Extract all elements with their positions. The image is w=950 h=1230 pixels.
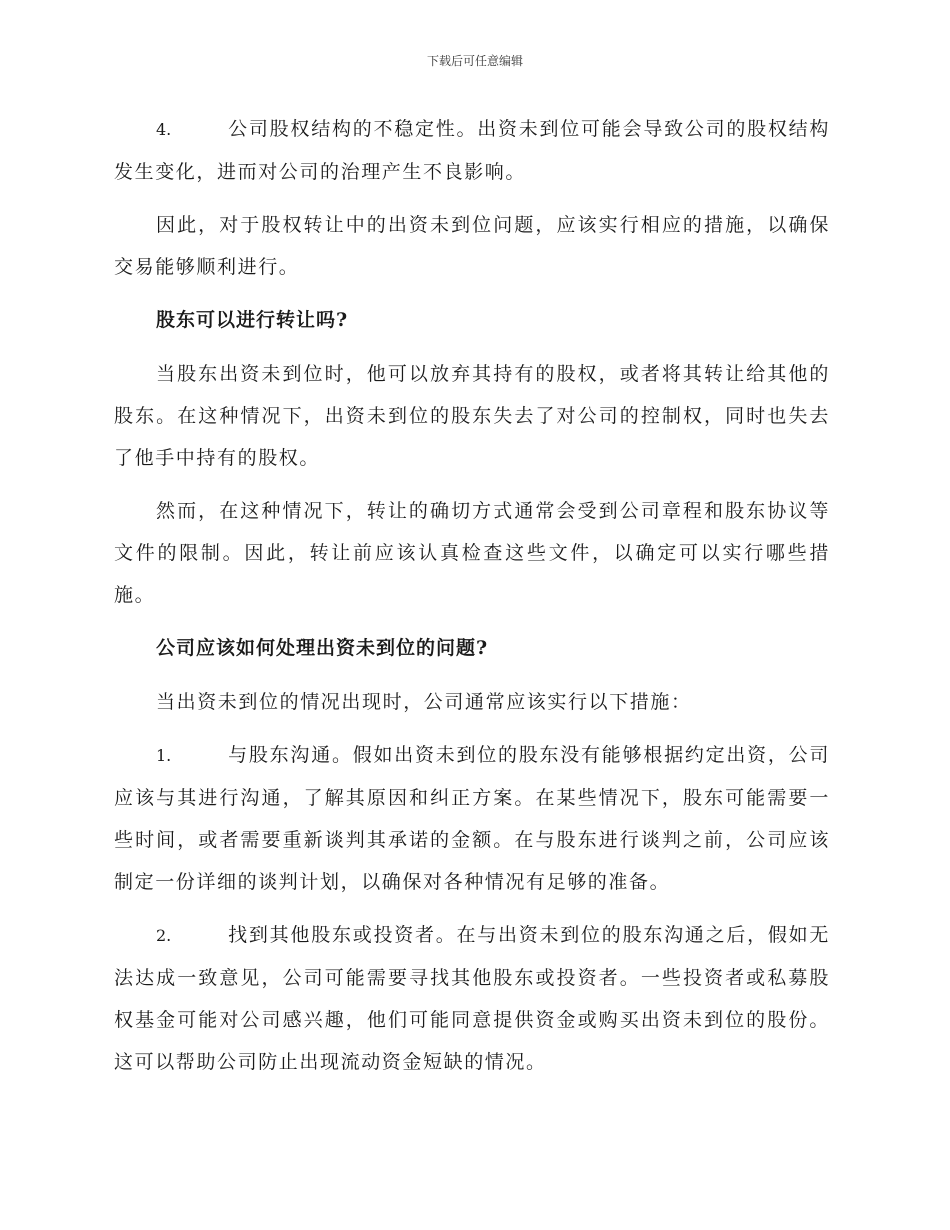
list-number: 1. xyxy=(156,746,172,765)
document-body xyxy=(114,108,830,1094)
section-heading-handling: 公司应该如何处理出资未到位的问题? xyxy=(156,637,489,659)
paragraph-transfer-2: 然而，在这种情况下，转让的确切方式通常会受到公司章程和股东协议等文件的限制。因此，转让前应该认真检查这些文件，以确定可以实行哪些措施。 xyxy=(114,500,830,606)
list-item-4 xyxy=(114,108,830,193)
list-item-1 xyxy=(114,734,830,903)
list-number: 4. xyxy=(156,120,172,139)
paragraph-transfer-1: 当股东出资未到位时，他可以放弃其持有的股权，或者将其转让给其他的股东。在这种情况下，出资未到位的股东失去了对公司的控制权，同时也失去了他手中持有的股权。 xyxy=(114,363,830,469)
list-item-text: 找到其他股东或投资者。在与出资未到位的股东沟通之后，假如无法达成一致意见，公司可能需要寻找其他股东或投资者。一些投资者或私募股权基金可能对公司感兴趣，他们可能同意提供资金或购买出资未到位的股份。这可以帮助公司防止出现流动资金短缺的情况。 xyxy=(114,924,830,1073)
section-heading-transfer: 股东可以进行转让吗? xyxy=(156,309,349,331)
list-item-text: 公司股权结构的不稳定性。出资未到位可能会导致公司的股权结构发生变化，进而对公司的治理产生不良影响。 xyxy=(114,118,830,183)
list-number: 2. xyxy=(156,926,172,945)
paragraph-measures-intro: 当出资未到位的情况出现时，公司通常应该实行以下措施： xyxy=(156,691,692,713)
list-item-text: 与股东沟通。假如出资未到位的股东没有能够根据约定出资，公司应该与其进行沟通，了解其原因和纠正方案。在某些情况下，股东可能需要一些时间，或者需要重新谈判其承诺的金额。在与股东进行谈判之前，公司应该制定一份详细的谈判计划，以确保对各种情况有足够的准备。 xyxy=(114,744,830,893)
paragraph-conclusion: 因此，对于股权转让中的出资未到位问题，应该实行相应的措施，以确保交易能够顺利进行。 xyxy=(114,214,830,278)
list-item-2 xyxy=(114,914,830,1083)
page-header: 下载后可任意编辑 xyxy=(426,54,523,68)
